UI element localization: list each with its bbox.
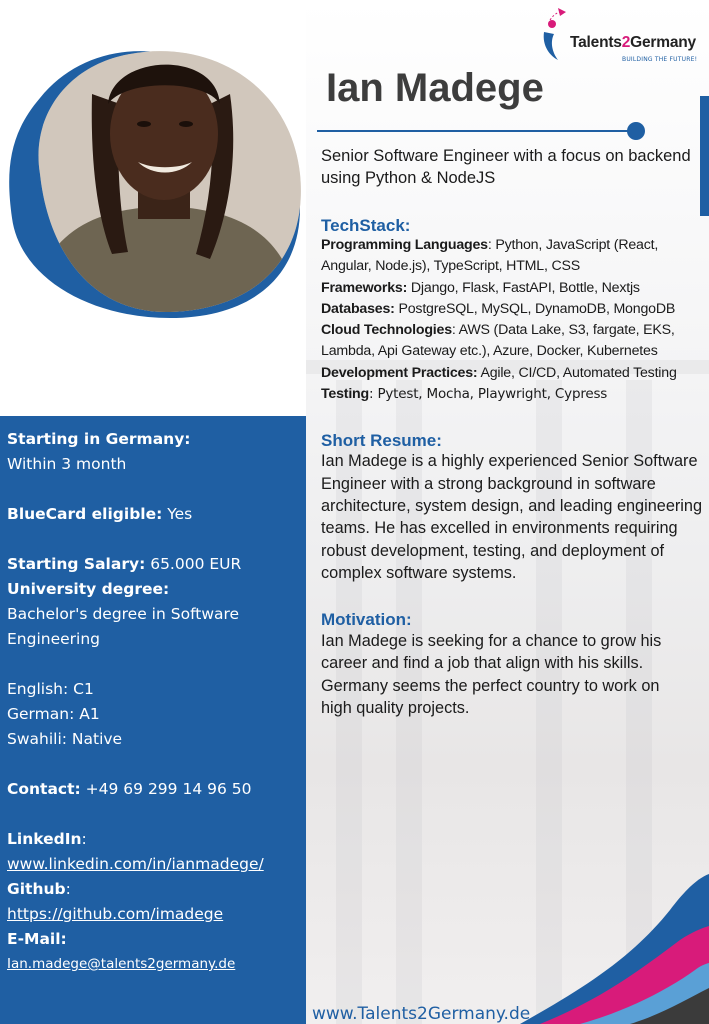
company-logo [530,4,708,72]
linkedin-label: LinkedIn [7,830,82,848]
motivation-text: Ian Madege is seeking for a chance to grow his career and find a job that align with his skills. Germany seems the perfect country to work on high quality projects. [321,632,662,718]
email-link[interactable]: Ian.madege@talents2germany.de [7,956,236,972]
language-item: Swahili: Native [7,730,123,748]
degree-label: University degree: [7,580,170,598]
candidate-name: Ian Madege [326,66,544,110]
degree-value: Bachelor's degree in Software Engineering [7,605,240,648]
techstack-item: Testing: Pytest, Mocha, Playwright, Cypress [321,386,608,403]
language-item: German: A1 [7,705,100,723]
website-url[interactable]: www.Talents2Germany.de [312,1004,531,1024]
motivation-heading: Motivation: [321,610,412,630]
techstack-item: Frameworks: Django, Flask, FastAPI, Bottle, Nextjs [321,279,640,296]
techstack-heading: TechStack: [321,216,411,235]
logo-tagline: BUILDING THE FUTURE! [622,56,698,63]
decorative-waves [520,870,709,1024]
headline: Senior Software Engineer with a focus on backend using Python & NodeJS [321,147,691,187]
techstack-item: Databases: PostgreSQL, MySQL, DynamoDB, MongoDB [321,300,676,317]
title-divider [317,130,635,132]
profile-photo [20,24,308,316]
resume-heading: Short Resume: [321,431,442,451]
logo-figure-icon [536,6,570,62]
bluecard-row: BlueCard eligible: Yes [7,505,193,523]
candidate-info-panel: Starting in Germany: Within 3 month BlueCard eligible: Yes Starting Salary: 65.000 EUR University degree: Bachelor's degree in Software Engineering English: C1 German: A1 Swahili: Native Contact: +49 69 299 14 96 50 LinkedIn: www.linkedin.com/in/ianmadege/ Github: https://github.com/imadege E-Mail: Ian.madege@talents2germany.de [0,416,306,1024]
start-value: Within 3 month [7,455,127,473]
techstack-item: Programming Languages: Python, JavaScript (React, Angular, Node.js), TypeScript, HTML, CSS [321,237,659,275]
divider-dot [627,122,645,140]
techstack-list [321,235,705,405]
resume-text: Ian Madege is a highly experienced Senior Software Engineer with a strong background in software architecture, system design, and leading engineering teams. He has excelled in environments requiring robust development, testing, and deployment of complex software systems. [321,452,703,582]
techstack-item: Development Practices: Agile, CI/CD, Automated Testing [321,364,677,381]
linkedin-link[interactable]: www.linkedin.com/in/ianmadege/ [7,855,264,873]
techstack-item: Cloud Technologies: AWS (Data Lake, S3, fargate, EKS, Lambda, Api Gateway etc.), Azure, Docker, Kubernetes [321,322,675,360]
main-content [321,145,705,719]
logo-wordmark: Talents2Germany [570,34,696,51]
github-label: Github [7,880,66,898]
salary-row: Starting Salary: 65.000 EUR [7,555,242,573]
start-label: Starting in Germany: [7,430,191,448]
github-link[interactable]: https://github.com/imadege [7,905,224,923]
email-label: E-Mail: [7,930,67,948]
language-item: English: C1 [7,680,94,698]
contact-row: Contact: +49 69 299 14 96 50 [7,780,252,798]
